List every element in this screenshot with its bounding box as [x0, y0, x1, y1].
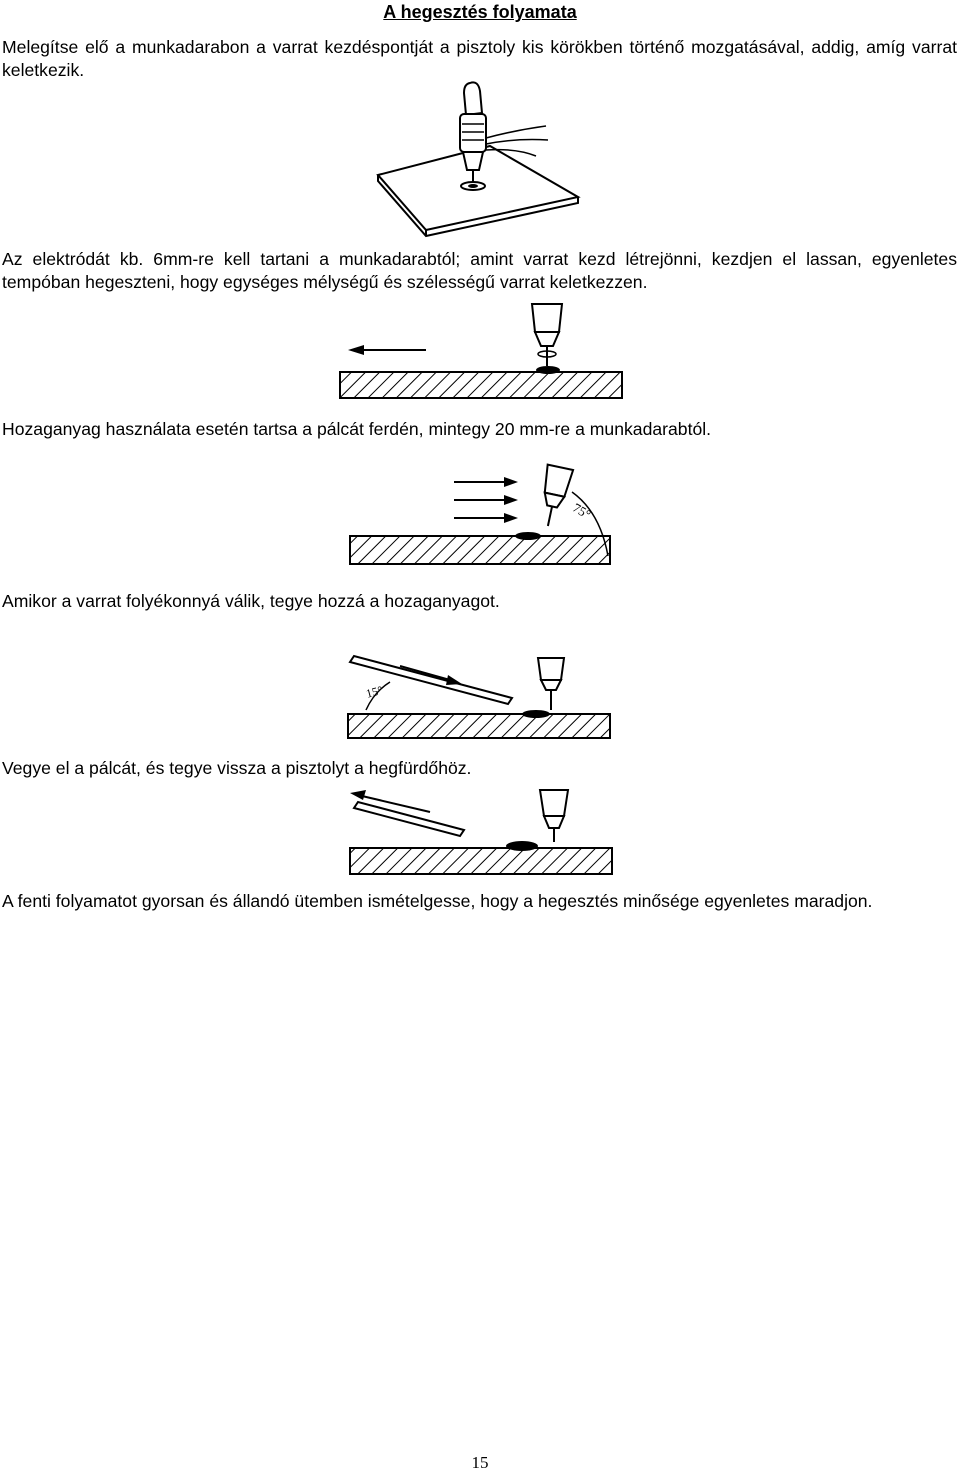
page-number: 15 — [471, 1453, 489, 1472]
figure-rod-removed — [346, 786, 616, 880]
paragraph-preheat: Melegítse elő a munkadarabon a varrat kezdéspontját a pisztoly kis körökben történő mozgatásával, addig, amíg varrat keletkezik. — [2, 37, 957, 80]
figure-torch-preheat — [370, 78, 590, 238]
figure-torch-angle — [346, 462, 616, 570]
figure-filler-rod-angle — [344, 654, 614, 742]
paragraph-remove-rod: Vegye el a pálcát, és tegye vissza a pisztolyt a hegfürdőhöz. — [2, 758, 472, 778]
paragraph-electrode-distance: Az elektródát kb. 6mm-re kell tartani a munkadarabtól; amint varrat kezd létrejönni, kezdjen el lassan, egyenletes tempóban hegeszteni, hogy egységes mélységű és szélességű varrat keletkezzen. — [2, 249, 957, 292]
paragraph-repeat: A fenti folyamatot gyorsan és állandó ütemben ismételgesse, hogy a hegesztés minősége egyenletes maradjon. — [2, 891, 873, 911]
paragraph-filler-rod: Hozaganyag használata esetén tartsa a pálcát ferdén, mintegy 20 mm-re a munkadarabtól. — [2, 419, 712, 439]
angle-label-75: 75° — [570, 499, 594, 522]
figure-torch-travel — [336, 302, 626, 402]
page-title: A hegesztés folyamata — [383, 2, 577, 22]
paragraph-add-filler: Amikor a varrat folyékonnyá válik, tegye hozzá a hozaganyagot. — [2, 591, 500, 611]
angle-label-15: 15° — [364, 682, 385, 701]
